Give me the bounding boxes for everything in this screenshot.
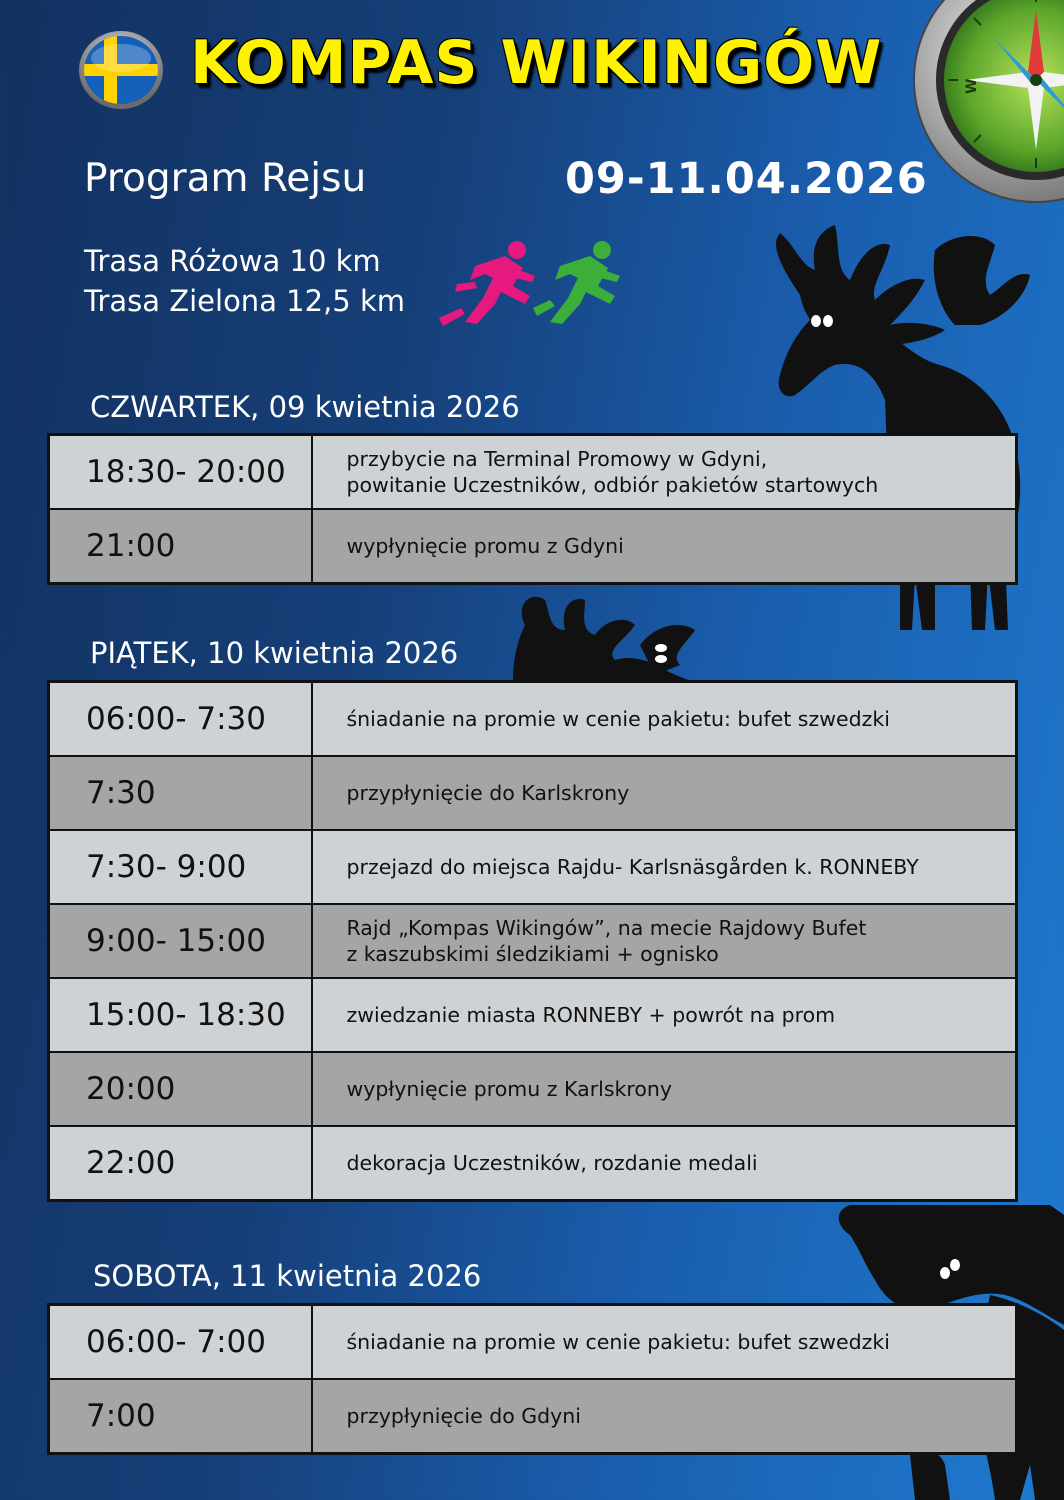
table-row [49, 830, 1017, 904]
schedule-table-thursday [47, 433, 1018, 585]
description-line: powitanie Uczestników, odbiór pakietów startowych [346, 473, 879, 497]
description-cell [312, 509, 1017, 584]
page-title: KOMPAS WIKINGÓW [190, 28, 883, 98]
schedule-table-saturday [47, 1303, 1018, 1455]
description-line: przypłynięcie do Gdyni [346, 1404, 581, 1428]
time-cell: 9:00- 15:00 [49, 904, 312, 978]
table-row [49, 682, 1017, 757]
time-cell: 18:30- 20:00 [49, 435, 312, 510]
time-cell: 15:00- 18:30 [49, 978, 312, 1052]
description-line: przejazd do miejsca Rajdu- Karlsnäsgården k. RONNEBY [346, 855, 919, 879]
description-cell [312, 978, 1017, 1052]
description-line: śniadanie na promie w cenie pakietu: bufet szwedzki [346, 1330, 890, 1354]
description-cell [312, 1379, 1017, 1454]
time-cell: 20:00 [49, 1052, 312, 1126]
table-row [49, 1379, 1017, 1454]
description-cell [312, 756, 1017, 830]
description-line: przybycie na Terminal Promowy w Gdyni, [346, 447, 768, 471]
time-cell: 22:00 [49, 1126, 312, 1201]
time-cell: 7:00 [49, 1379, 312, 1454]
table-row [49, 435, 1017, 510]
description-cell [312, 830, 1017, 904]
table-row [49, 509, 1017, 584]
program-label: Program Rejsu [84, 156, 367, 201]
description-line: wypłynięcie promu z Gdyni [346, 534, 624, 558]
compass-icon [908, 0, 1064, 220]
time-cell: 21:00 [49, 509, 312, 584]
table-row [49, 756, 1017, 830]
description-line: dekoracja Uczestników, rozdanie medali [346, 1151, 758, 1175]
time-cell: 7:30- 9:00 [49, 830, 312, 904]
time-cell: 06:00- 7:00 [49, 1305, 312, 1380]
event-dates: 09-11.04.2026 [565, 154, 928, 204]
description-cell [312, 904, 1017, 978]
description-line: przypłynięcie do Karlskrony [346, 781, 630, 805]
description-line: z kaszubskimi śledzikiami + ognisko [346, 942, 719, 966]
table-row [49, 1052, 1017, 1126]
description-cell [312, 1126, 1017, 1201]
description-line: Rajd „Kompas Wikingów”, na mecie Rajdowy Bufet [346, 916, 867, 940]
table-row [49, 904, 1017, 978]
description-line: wypłynięcie promu z Karlskrony [346, 1077, 673, 1101]
description-line: śniadanie na promie w cenie pakietu: bufet szwedzki [346, 707, 890, 731]
sweden-flag-icon [78, 30, 164, 110]
day-heading-thursday: CZWARTEK, 09 kwietnia 2026 [90, 390, 520, 424]
green-runner-icon [533, 241, 620, 324]
description-cell [312, 682, 1017, 757]
time-cell: 7:30 [49, 756, 312, 830]
moose-silhouette-middle-icon [505, 585, 745, 695]
runners-icon [435, 238, 625, 328]
table-row [49, 978, 1017, 1052]
description-cell [312, 1305, 1017, 1380]
route-pink: Trasa Różowa 10 km [84, 244, 381, 278]
time-cell: 06:00- 7:30 [49, 682, 312, 757]
table-row [49, 1305, 1017, 1380]
description-line: zwiedzanie miasta RONNEBY + powrót na prom [346, 1003, 836, 1027]
table-row [49, 1126, 1017, 1201]
compass-letter-w: W [964, 78, 980, 94]
description-cell [312, 435, 1017, 510]
day-heading-saturday: SOBOTA, 11 kwietnia 2026 [93, 1259, 482, 1293]
schedule-table-friday [47, 680, 1018, 1202]
day-heading-friday: PIĄTEK, 10 kwietnia 2026 [90, 636, 459, 670]
pink-runner-icon [439, 241, 535, 326]
route-green: Trasa Zielona 12,5 km [84, 284, 406, 318]
description-cell [312, 1052, 1017, 1126]
